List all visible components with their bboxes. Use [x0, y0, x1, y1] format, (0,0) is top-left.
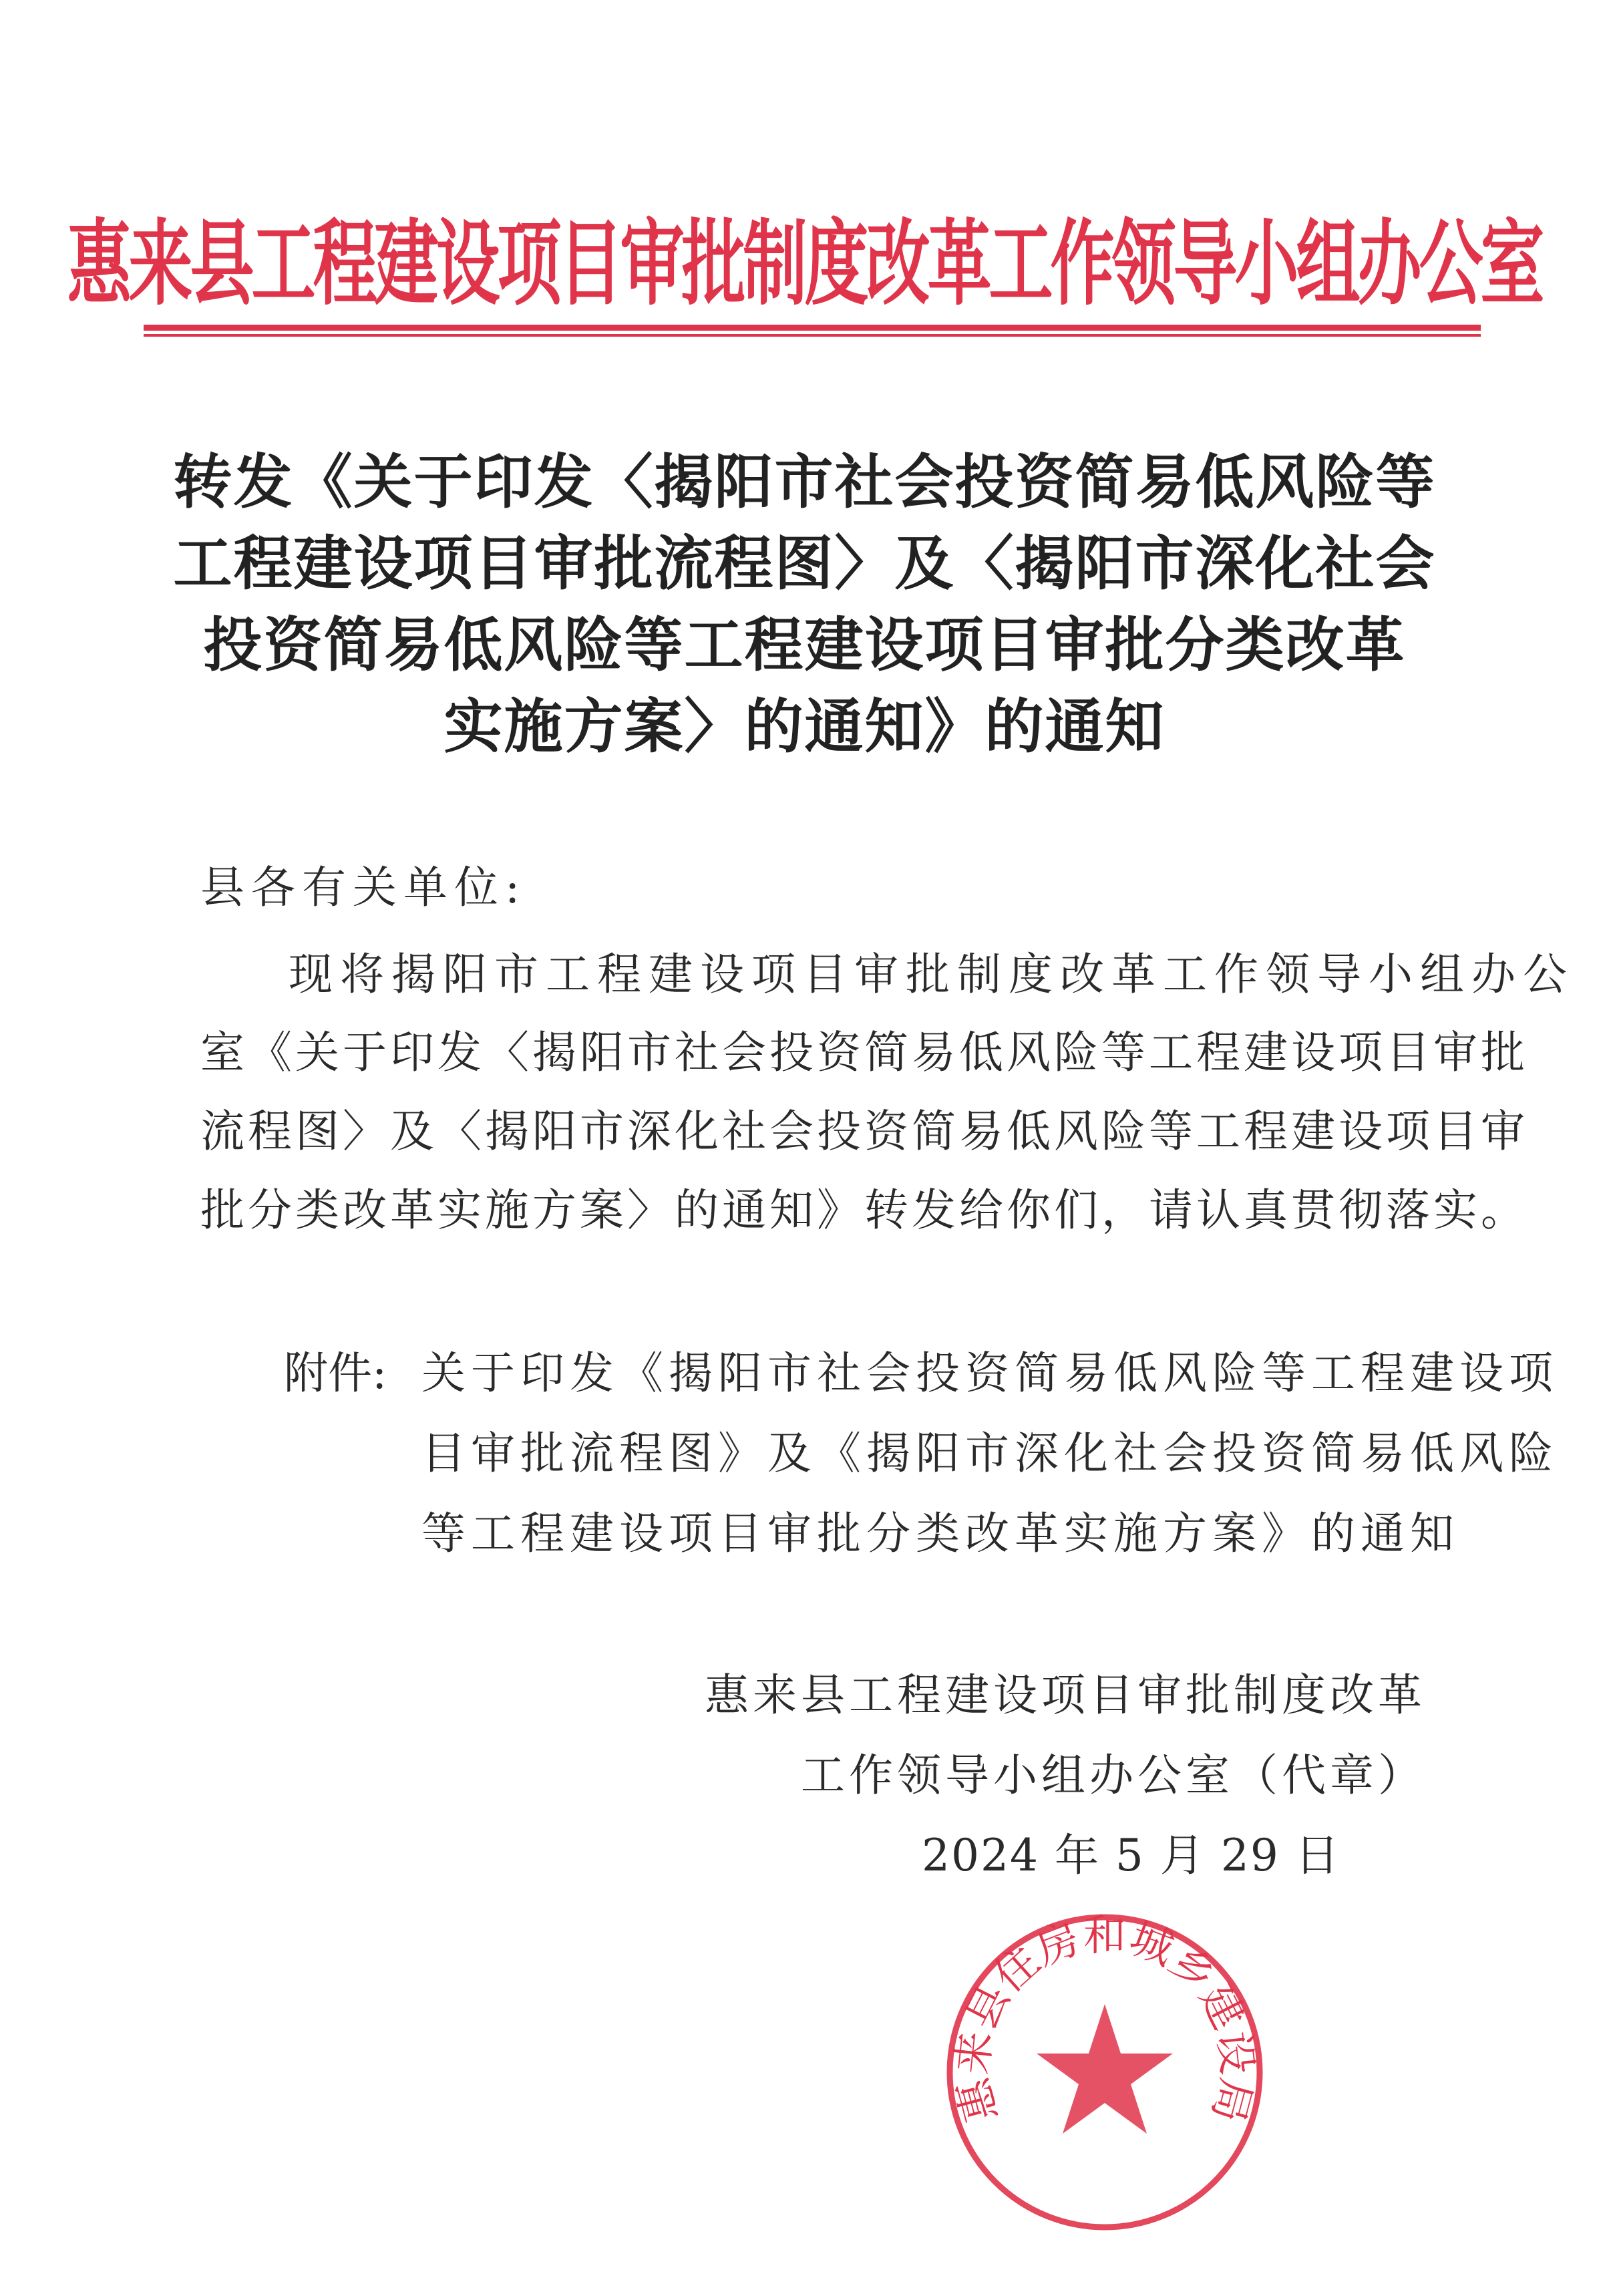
signature-line-1: 惠来县工程建设项目审批制度改革	[705, 1669, 1426, 1721]
signature-line-2: 工作领导小组办公室（代章）	[801, 1750, 1426, 1801]
seal-star-icon	[1037, 2004, 1173, 2134]
paragraph-line: 批分类改革实施方案〉的通知》转发给你们，请认真贯彻落实。	[200, 1184, 1528, 1236]
attachment-label: 附件:	[284, 1347, 387, 1399]
salutation: 县各有关单位:	[200, 862, 527, 913]
signature-date: 2024 年 5 月 29 日	[922, 1830, 1340, 1881]
org-header-title: 惠来县工程建设项目审批制度改革工作领导小组办公室	[67, 208, 1542, 319]
document-title-line-4: 实施方案〉的通知》的通知	[443, 691, 1166, 761]
header-divider-thick	[144, 325, 1481, 331]
document-title-line-3: 投资简易低风险等工程建设项目审批分类改革	[203, 610, 1406, 679]
attachment-line: 等工程建设项目审批分类改革实施方案》的通知	[421, 1508, 1459, 1559]
document-title-line-1: 转发《关于印发〈揭阳市社会投资简易低风险等	[173, 447, 1436, 516]
attachment-line: 目审批流程图》及《揭阳市深化社会投资简易低风险	[421, 1428, 1558, 1479]
stamp-text: 惠来县住房和城乡建设局	[947, 1911, 1262, 2128]
official-seal-stamp	[943, 1911, 1266, 2234]
document-title-line-2: 工程建设项目审批流程图〉及〈揭阳市深化社会	[173, 528, 1436, 598]
paragraph-line: 现将揭阳市工程建设项目审批制度改革工作领导小组办公	[289, 949, 1574, 1000]
paragraph-line: 室《关于印发〈揭阳市社会投资简易低风险等工程建设项目审批	[200, 1027, 1528, 1078]
paragraph-line: 流程图〉及〈揭阳市深化社会投资简易低风险等工程建设项目审	[200, 1106, 1528, 1157]
header-divider-thin	[144, 334, 1481, 337]
attachment-line: 关于印发《揭阳市社会投资简易低风险等工程建设项	[421, 1347, 1558, 1399]
